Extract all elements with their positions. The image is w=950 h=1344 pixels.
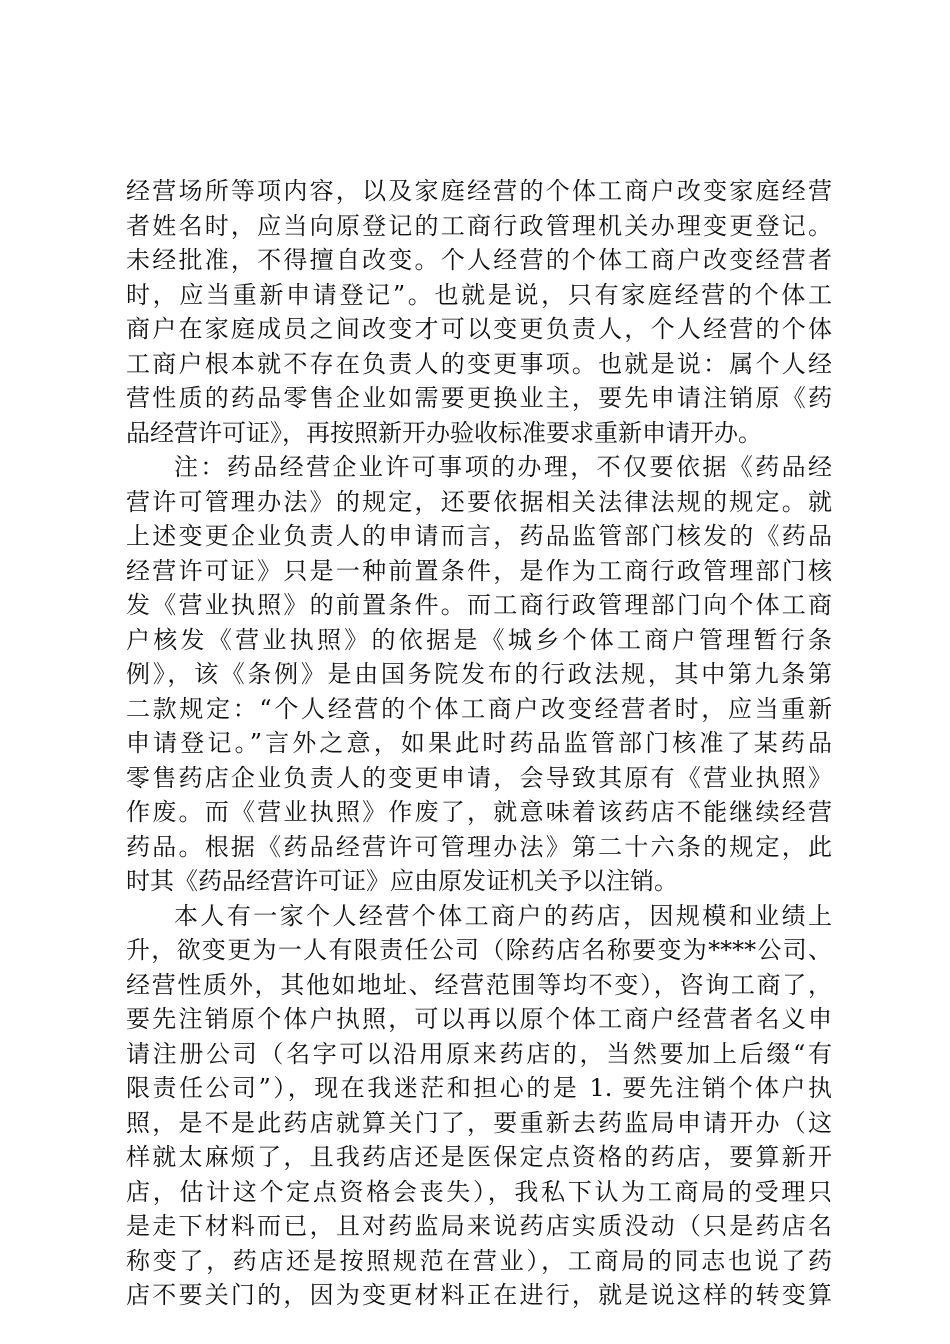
text-line: 营许可管理办法》的规定，还要依据相关法律法规的规定。就	[126, 487, 832, 516]
text-line: 商户在家庭成员之间改变才可以变更负责人，个人经营的个体	[126, 315, 832, 343]
text-line: 样就太麻烦了，且我药店还是医保定点资格的药店，要算新开	[126, 1143, 832, 1171]
document-body	[126, 174, 832, 1313]
text-line: 升，欲变更为一人有限责任公司（除药店名称要变为****公司、	[126, 936, 832, 964]
text-line: 时，应当重新申请登记”。也就是说，只有家庭经营的个体工	[126, 280, 832, 309]
text-line: 作废。而《营业执照》作废了，就意味着该药店不能继续经营	[126, 798, 832, 826]
text-line: 店不要关门的，因为变更材料正在进行，就是说这样的转变算	[126, 1281, 832, 1309]
text-line: 本人有一家个人经营个体工商户的药店，因规模和业绩上	[174, 901, 832, 930]
text-line: 经营性质外，其他如地址、经营范围等均不变），咨询工商了，	[126, 970, 832, 999]
text-line: 者姓名时，应当向原登记的工商行政管理机关办理变更登记。	[126, 211, 832, 240]
text-line: 二款规定：“个人经营的个体工商户改变经营者时，应当重新	[126, 694, 832, 723]
text-line: 药品。根据《药品经营许可管理办法》第二十六条的规定，此	[126, 832, 832, 861]
text-line: 申请登记。”言外之意，如果此时药品监管部门核准了某药品	[126, 729, 832, 757]
text-line: 照，是不是此药店就算关门了，要重新去药监局申请开办（这	[126, 1108, 832, 1137]
text-line: 经营许可证》只是一种前置条件，是作为工商行政管理部门核	[126, 556, 832, 585]
text-line: 经营场所等项内容，以及家庭经营的个体工商户改变家庭经营	[126, 177, 832, 205]
text-line: 营性质的药品零售企业如需要更换业主，要先申请注销原《药	[126, 384, 832, 412]
text-line: 未经批准，不得擅自改变。个人经营的个体工商户改变经营者	[126, 246, 832, 274]
text-line: 注：药品经营企业许可事项的办理，不仅要依据《药品经	[174, 453, 832, 481]
text-line: 上述变更企业负责人的申请而言，药品监管部门核发的《药品	[126, 522, 832, 550]
text-line: 发《营业执照》的前置条件。而工商行政管理部门向个体工商	[126, 591, 832, 619]
text-line: 品经营许可证》，再按照新开办验收标准要求重新申请开办。	[126, 418, 762, 447]
text-line: 店，估计这个定点资格会丧失），我私下认为工商局的受理只	[126, 1177, 832, 1206]
text-line: 是走下材料而已，且对药监局来说药店实质没动（只是药店名	[126, 1212, 832, 1240]
text-line: 限责任公司”），现在我迷茫和担心的是 1. 要先注销个体户执	[126, 1074, 832, 1102]
text-line: 户核发《营业执照》的依据是《城乡个体工商户管理暂行条	[126, 625, 832, 654]
text-line: 零售药店企业负责人的变更申请，会导致其原有《营业执照》	[126, 763, 832, 792]
text-line: 要先注销原个体户执照，可以再以原个体工商户经营者名义申	[126, 1005, 832, 1033]
text-line: 工商户根本就不存在负责人的变更事项。也就是说：属个人经	[126, 349, 832, 378]
text-line: 时其《药品经营许可证》应由原发证机关予以注销。	[126, 867, 678, 895]
text-line: 请注册公司（名字可以沿用原来药店的，当然要加上后缀“有	[126, 1039, 832, 1068]
text-line: 例》，该《条例》是由国务院发布的行政法规，其中第九条第	[126, 660, 832, 688]
text-line: 称变了，药店还是按照规范在营业），工商局的同志也说了药	[126, 1246, 832, 1275]
